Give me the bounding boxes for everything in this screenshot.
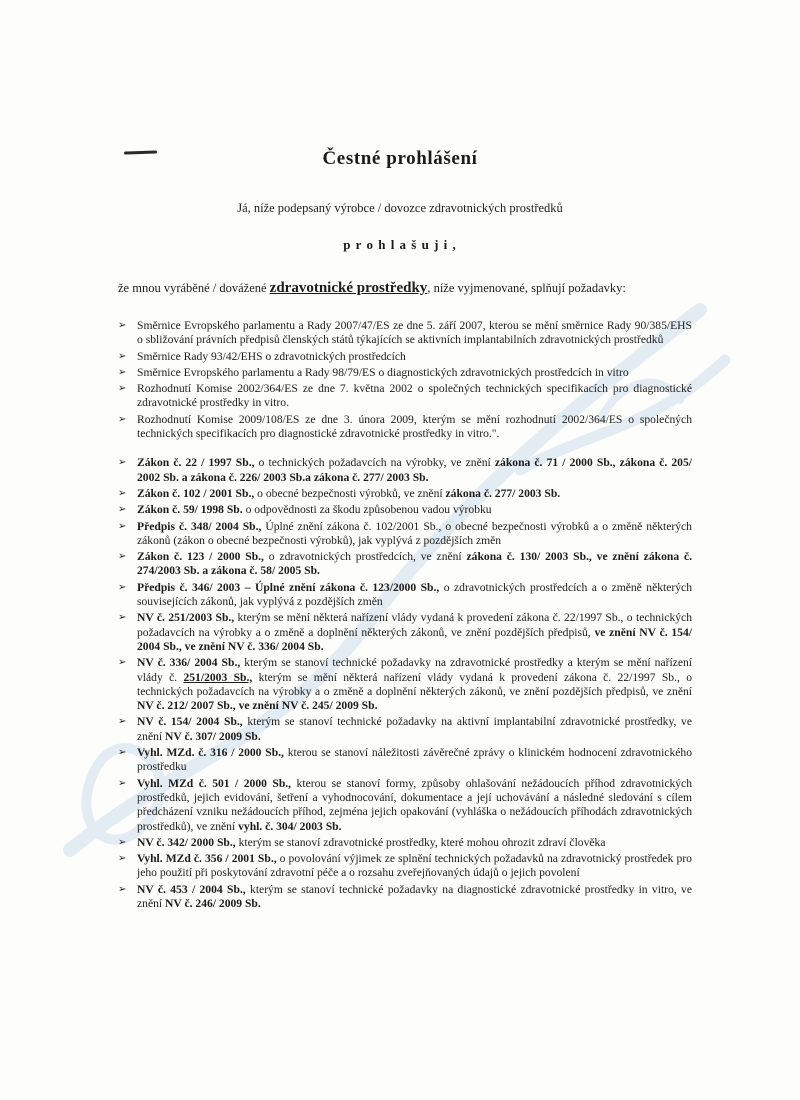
list-item	[118, 656, 692, 713]
list-item-text: Vyhl. MZd. č. 316 / 2000 Sb., kterou se stanoví náležitosti závěrečné zprávy o klinickém hodnocení zdravotnického prostředku	[137, 746, 692, 774]
laws-list	[118, 456, 692, 911]
list-item	[118, 382, 692, 411]
arrow-bullet-icon: ➢	[118, 747, 127, 759]
arrow-bullet-icon: ➢	[118, 487, 127, 499]
list-item	[118, 883, 692, 912]
statement-suffix: , níže vyjmenované, splňují požadavky:	[427, 281, 626, 295]
arrow-bullet-icon: ➢	[118, 581, 127, 593]
list-item	[118, 852, 692, 881]
list-item-text: Zákon č. 102 / 2001 Sb., o obecné bezpečnosti výrobků, ve znění zákona č. 277/ 2003 Sb.	[137, 486, 561, 500]
list-item	[118, 777, 692, 834]
list-item	[118, 581, 692, 610]
list-item	[118, 319, 692, 348]
list-item-text: Vyhl. MZd č. 356 / 2001 Sb., o povolování výjimek ze splnění technických požadavků na zdravotnický prostředek pro jeho použití při poskytování zdravotní péče a o rozsahu zveřejňovaných údajů o jejich povolení	[137, 852, 692, 880]
declarant-line: Já, níže podepsaný výrobce / dovozce zdravotnických prostředků	[237, 201, 563, 215]
statement-emphasis: zdravotnické prostředky	[269, 280, 428, 296]
list-item-text: Zákon č. 123 / 2000 Sb., o zdravotnických prostředcích, ve znění zákona č. 130/ 2003 Sb., ve znění zákona č. 274/2003 Sb. a zákona č. 58/ 2005 Sb.	[137, 550, 692, 578]
list-item-text: NV č. 154/ 2004 Sb., kterým se stanoví technické požadavky na aktivní implantabilní zdravotnické prostředky, ve znění NV č. 307/ 2009 Sb.	[137, 715, 692, 743]
arrow-bullet-icon: ➢	[118, 612, 127, 624]
arrow-bullet-icon: ➢	[118, 413, 127, 425]
document-title: Čestné prohlášení	[322, 148, 478, 169]
arrow-bullet-icon: ➢	[118, 350, 127, 362]
list-item-text: Směrnice Evropského parlamentu a Rady 2007/47/ES ze dne 5. září 2007, kterou se mění směrnice Rady 90/385/EHS o sbližování právních předpisů členských států týkajících se aktivních implantabilních zdravotnických prostředků	[137, 319, 692, 347]
list-item-text: Předpis č. 348/ 2004 Sb., Úplné znění zákona č. 102/2001 Sb., o obecné bezpečnosti výrobků a o změně některých zákonů (zákon o obecné bezpečnosti výrobků), jak vyplývá z pozdějších změn	[137, 519, 692, 547]
list-item-text: NV č. 251/2003 Sb., kterým se mění některá nařízení vlády vydaná k provedení zákona č. 22/1997 Sb., o technických požadavcích na výrobky a o změně a doplnění některých zákonů, ve znění pozdějších předpisů, ve znění NV č. 154/ 2004 Sb., ve znění NV č. 336/ 2004 Sb.	[137, 611, 692, 653]
directives-list	[118, 319, 692, 441]
arrow-bullet-icon: ➢	[118, 457, 127, 469]
arrow-bullet-icon: ➢	[118, 777, 127, 789]
list-item-text: Předpis č. 346/ 2003 – Úplné znění zákona č. 123/2000 Sb., o zdravotnických prostředcích a o změně některých souvisejících zákonů, jak vyplývá z pozdějších změn	[137, 580, 693, 609]
list-item-text: NV č. 336/ 2004 Sb., kterým se stanoví technické požadavky na zdravotnické prostředky a kterým se mění nařízení vlády č. 251/2003 Sb., kterým se mění některá nařízení vlády vydaná k provedení zákona č. 22/1997 Sb., o technických požadavcích na výrobky a o změně a doplnění některých zákonů, ve znění pozdějších předpisů, ve znění NV č. 212/ 2007 Sb., ve znění NV č. 245/ 2009 Sb.	[137, 656, 693, 713]
list-item	[118, 456, 692, 485]
list-item	[118, 350, 692, 364]
arrow-bullet-icon: ➢	[118, 320, 127, 331]
list-item	[118, 550, 692, 579]
arrow-bullet-icon: ➢	[118, 504, 127, 516]
arrow-bullet-icon: ➢	[118, 716, 127, 728]
list-item-text: Rozhodnutí Komise 2002/364/ES ze dne 7. května 2002 o společných technických specifikacích pro diagnostické zdravotnické prostředky in vitro.	[137, 382, 692, 410]
list-item-text: Směrnice Evropského parlamentu a Rady 98/79/ES o diagnostických zdravotnických prostředcích in vitro	[137, 365, 629, 379]
list-item	[118, 413, 692, 442]
list-item-text: NV č. 453 / 2004 Sb., kterým se stanoví technické požadavky na diagnostické zdravotnické prostředky in vitro, ve znění NV č. 246/ 2009 Sb.	[137, 882, 692, 910]
list-item	[118, 520, 692, 549]
list-item	[118, 366, 692, 380]
arrow-bullet-icon: ➢	[118, 657, 127, 669]
list-item	[118, 611, 692, 654]
list-item	[118, 836, 692, 850]
list-item-text: Zákon č. 59/ 1998 Sb. o odpovědnosti za škodu způsobenou vadou výrobku	[137, 503, 492, 517]
list-item-text: NV č. 342/ 2000 Sb., kterým se stanoví zdravotnické prostředky, které mohou ohrozit zdraví člověka	[137, 835, 606, 849]
arrow-bullet-icon: ➢	[118, 883, 127, 895]
list-item	[118, 715, 692, 744]
list-item-text: Směrnice Rady 93/42/EHS o zdravotnických prostředcích	[137, 349, 406, 363]
arrow-bullet-icon: ➢	[118, 853, 127, 865]
arrow-bullet-icon: ➢	[118, 551, 127, 563]
list-item	[118, 746, 692, 775]
list-item	[118, 487, 692, 501]
arrow-bullet-icon: ➢	[118, 366, 127, 378]
list-item	[118, 503, 692, 517]
statement-prefix: že mnou vyráběné / dovážené	[118, 281, 270, 295]
list-item-text: Zákon č. 22 / 1997 Sb., o technických požadavcích na výrobky, ve znění zákona č. 71 / 2000 Sb., zákona č. 205/ 2002 Sb. a zákona č. 226/ 2003 Sb.a zákona č. 277/ 2003 Sb.	[137, 456, 692, 484]
arrow-bullet-icon: ➢	[118, 520, 127, 532]
arrow-bullet-icon: ➢	[118, 383, 127, 395]
list-item-text: Rozhodnutí Komise 2009/108/ES ze dne 3. února 2009, kterým se mění rozhodnutí 2002/364/ES o společných technických specifikacích pro diagnostické zdravotnické prostředky in vitro.".	[137, 412, 692, 441]
statement-line	[118, 280, 700, 297]
declaration-word: p r o h l a š u j i ,	[343, 237, 457, 252]
arrow-bullet-icon: ➢	[118, 836, 127, 848]
list-item-text: Vyhl. MZd č. 501 / 2000 Sb., kterou se stanoví formy, způsoby ohlašování nežádoucích příhod zdravotnických prostředků, jejich evidování, šetření a vyhodnocování, dokumentace a její uchovávání a následné sledování s cílem předcházení vzniku nežádoucích příhod, zejména jejich opakování (vyhláška o nežádoucích příhodách zdravotnických prostředků), ve znění vyhl. č. 304/ 2003 Sb.	[137, 776, 693, 833]
